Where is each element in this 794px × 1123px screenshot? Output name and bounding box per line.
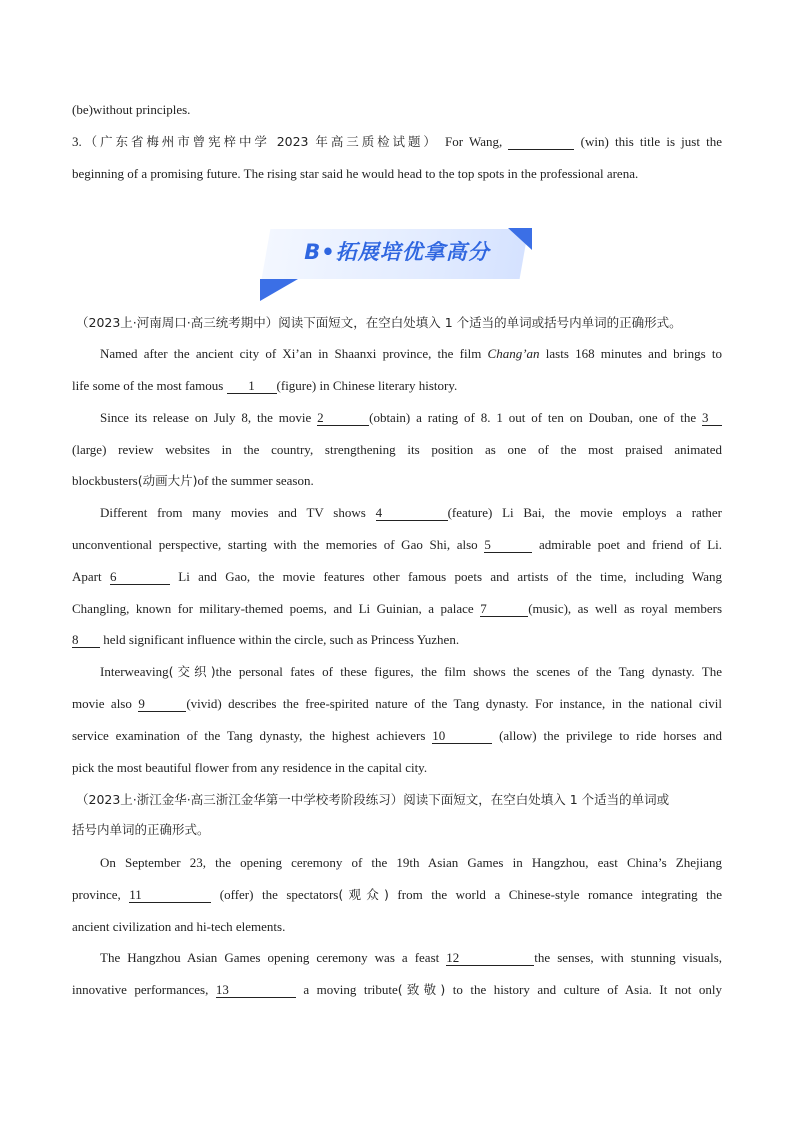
text: innovative performances, bbox=[72, 982, 209, 997]
chinese-gloss: (致敬) bbox=[397, 982, 446, 997]
section-title: B•拓展培优拿高分 bbox=[304, 240, 490, 264]
blank-10[interactable]: 10 bbox=[432, 729, 492, 744]
text: of the summer season. bbox=[197, 473, 314, 488]
previous-answer-tail bbox=[72, 101, 722, 119]
p2-line-2 bbox=[72, 886, 722, 904]
text: (figure) in Chinese literary history. bbox=[276, 378, 458, 393]
text: Apart bbox=[72, 569, 102, 584]
question-number: 3. bbox=[72, 134, 82, 149]
text: For Wang, bbox=[445, 134, 503, 149]
chinese-gloss: (观众) bbox=[338, 887, 389, 902]
question-3-line-1 bbox=[72, 133, 722, 151]
text: (allow) the privilege to ride horses and bbox=[499, 728, 723, 743]
film-title: Chang’an bbox=[487, 346, 540, 361]
blank-7[interactable]: 7 bbox=[480, 602, 528, 617]
text: (win) this title is just the bbox=[580, 134, 723, 149]
p2-line-5 bbox=[72, 981, 722, 999]
text: ancient civilization and hi-tech elements. bbox=[72, 919, 286, 934]
text: the senses, with stunning visuals, bbox=[534, 950, 723, 965]
text: held significant influence within the circle, such as Princess Yuzhen. bbox=[103, 632, 460, 647]
text: to the history and culture of Asia. It not only bbox=[452, 982, 723, 997]
blank-2[interactable]: 2 bbox=[317, 411, 369, 426]
blank-8[interactable]: 8 bbox=[72, 633, 100, 648]
text: service examination of the Tang dynasty, the highest achievers bbox=[72, 728, 426, 743]
text: Interweaving bbox=[100, 664, 169, 679]
p2-line-3 bbox=[72, 918, 722, 936]
text: admirable poet and friend of Li. bbox=[538, 537, 723, 552]
text: (large) review websites in the country, strengthening its position as one of the most praised animated bbox=[72, 442, 722, 457]
p1-line-7 bbox=[72, 536, 722, 554]
blank-9[interactable]: 9 bbox=[138, 697, 186, 712]
chinese-gloss: (交织) bbox=[168, 664, 216, 679]
blank-3[interactable]: 3 bbox=[702, 411, 722, 426]
text: movie also bbox=[72, 696, 132, 711]
text: unconventional perspective, starting with the memories of Gao Shi, also bbox=[72, 537, 478, 552]
text: Li and Gao, the movie features other famous poets and artists of the time, including Wang bbox=[178, 569, 723, 584]
text: beginning of a promising future. The rising star said he would head to the top spots in the professional arena. bbox=[72, 166, 639, 181]
text: Named after the ancient city of Xi’an in Shaanxi province, the film bbox=[100, 346, 482, 361]
text: pick the most beautiful flower from any residence in the capital city. bbox=[72, 760, 428, 775]
text: the personal fates of these figures, the film shows the scenes of the Tang dynasty. The bbox=[215, 664, 722, 679]
p2-line-4 bbox=[100, 949, 722, 967]
text: (offer) the spectators bbox=[219, 887, 339, 902]
instructions: 括号内单词的正确形式。 bbox=[72, 822, 210, 837]
text: Changling, known for military-themed poems, and Li Guinian, a palace bbox=[72, 601, 474, 616]
p1-line-5 bbox=[72, 472, 722, 490]
text: life some of the most famous bbox=[72, 378, 224, 393]
blank-6[interactable]: 6 bbox=[110, 570, 170, 585]
p1-line-8 bbox=[72, 568, 722, 586]
question-source: （广东省梅州市曾宪梓中学 2023 年高三质检试题） bbox=[81, 134, 439, 149]
question-3-line-2 bbox=[72, 165, 722, 183]
text: (music), as well as royal members bbox=[528, 601, 722, 616]
text: a moving tribute bbox=[303, 982, 398, 997]
p1-line-13 bbox=[72, 727, 722, 745]
blank-13[interactable]: 13 bbox=[216, 983, 296, 998]
passage-2-source-2 bbox=[72, 821, 722, 839]
blank-11[interactable]: 11 bbox=[129, 888, 211, 903]
instructions: （2023上·浙江金华·高三浙江金华第一中学校考阶段练习）阅读下面短文，在空白处填入 1 个适当的单词或 bbox=[76, 792, 670, 807]
section-banner bbox=[258, 226, 536, 302]
banner-corner-bottom-left bbox=[260, 279, 298, 301]
p1-line-12 bbox=[72, 695, 722, 713]
text: lasts 168 minutes and brings to bbox=[545, 346, 722, 361]
p1-line-9 bbox=[72, 600, 722, 618]
p1-line-14 bbox=[72, 759, 722, 777]
chinese-gloss: (动画大片) bbox=[137, 473, 198, 488]
p1-line-10 bbox=[72, 631, 722, 649]
blank-4[interactable]: 4 bbox=[376, 506, 448, 521]
instructions: （2023上·河南周口·高三统考期中）阅读下面短文，在空白处填入 1 个适当的单词或括号内单词的正确形式。 bbox=[76, 315, 682, 330]
p1-line-3 bbox=[100, 409, 722, 427]
p1-line-6 bbox=[100, 504, 722, 522]
blank-1[interactable]: 1 bbox=[227, 379, 277, 394]
text: The Hangzhou Asian Games opening ceremony was a feast bbox=[100, 950, 440, 965]
text: (obtain) a rating of 8. 1 out of ten on Douban, one of the bbox=[369, 410, 697, 425]
blank-5[interactable]: 5 bbox=[484, 538, 532, 553]
p1-line-11 bbox=[100, 663, 722, 681]
text: (feature) Li Bai, the movie employs a rather bbox=[447, 505, 723, 520]
p2-line-1 bbox=[100, 854, 722, 872]
passage-2-source-1 bbox=[76, 791, 726, 809]
text: province, bbox=[72, 887, 121, 902]
text: On September 23, the opening ceremony of the 19th Asian Games in Hangzhou, east China’s Zhejiang bbox=[100, 855, 722, 870]
text: from the world a Chinese-style romance integrating the bbox=[397, 887, 722, 902]
blank-input[interactable] bbox=[508, 135, 574, 150]
passage-1-source bbox=[76, 314, 726, 332]
blank-12[interactable]: 12 bbox=[446, 951, 534, 966]
text: blockbusters bbox=[72, 473, 138, 488]
text: (be)without principles. bbox=[72, 102, 191, 117]
text: (vivid) describes the free-spirited nature of the Tang dynasty. For instance, in the national civil bbox=[186, 696, 723, 711]
p1-line-1 bbox=[100, 345, 722, 363]
text: Since its release on July 8, the movie bbox=[100, 410, 312, 425]
p1-line-4 bbox=[72, 441, 722, 459]
text: Different from many movies and TV shows bbox=[100, 505, 366, 520]
p1-line-2 bbox=[72, 377, 722, 395]
